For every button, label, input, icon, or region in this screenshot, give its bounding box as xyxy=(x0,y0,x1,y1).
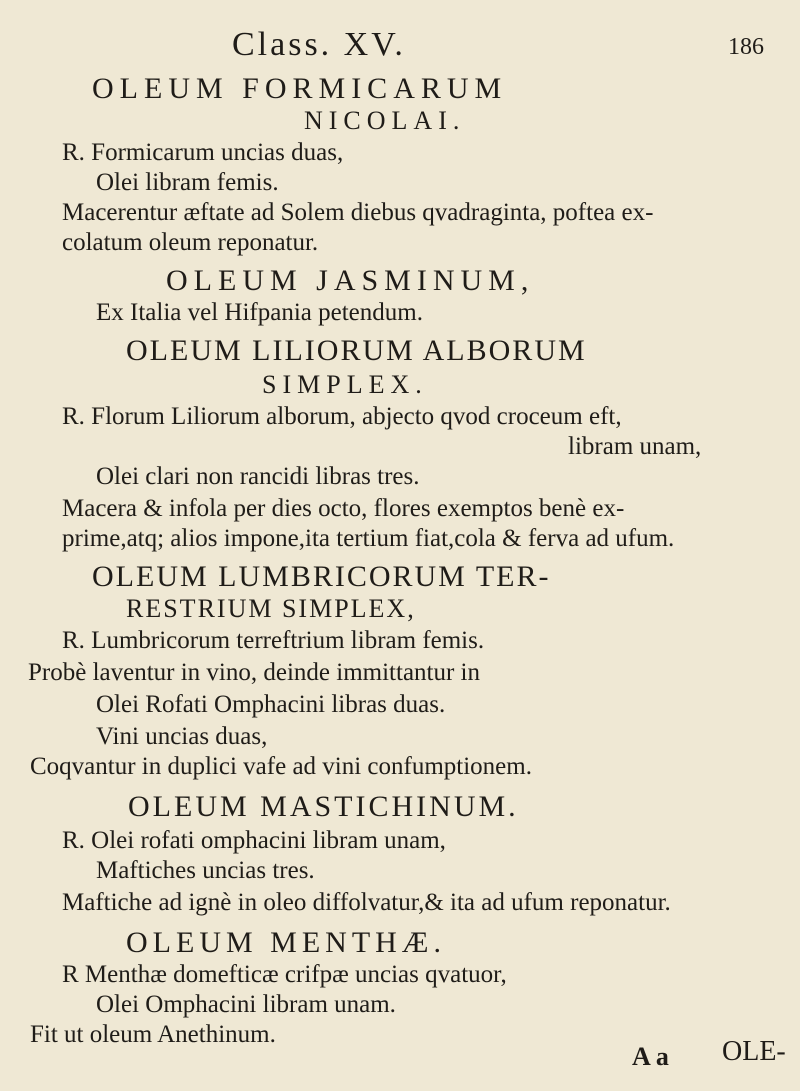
section-subtitle: SIMPLEX. xyxy=(262,370,428,399)
text-line: Maftiches uncias tres. xyxy=(96,857,315,884)
text-line: Coqvantur in duplici vafe ad vini confumptionem. xyxy=(30,753,532,780)
text-line: R. Formicarum uncias duas, xyxy=(62,139,344,166)
text-line: colatum oleum reponatur. xyxy=(62,229,319,256)
section-title: OLEUM JASMINUM, xyxy=(166,264,535,297)
section-title: OLEUM FORMICARUM xyxy=(92,72,508,105)
section-title: OLEUM LILIORUM ALBORUM xyxy=(126,334,587,367)
text-line: Vini uncias duas, xyxy=(96,723,268,750)
signature-mark: A a xyxy=(632,1042,669,1071)
section-subtitle: NICOLAI. xyxy=(304,106,466,135)
text-line: Probè laventur in vino, deinde immittantur in xyxy=(28,659,481,686)
text-line: Ex Italia vel Hifpania petendum. xyxy=(96,299,423,326)
text-line: R. Lumbricorum terreftrium libram femis. xyxy=(62,627,485,654)
running-header xyxy=(0,26,800,66)
text-line: libram unam, xyxy=(568,433,702,460)
text-line: Olei Omphacini libram unam. xyxy=(96,991,396,1018)
text-line: Olei clari non rancidi libras tres. xyxy=(96,463,420,490)
catchword: OLE- xyxy=(722,1036,786,1067)
text-line: Maftiche ad ignè in oleo diffolvatur,& ita ad ufum reponatur. xyxy=(62,889,671,916)
text-line: Macera & infola per dies octo, flores exemptos benè ex- xyxy=(62,495,625,522)
text-line: prime,atq; alios impone,ita tertium fiat,cola & ferva ad ufum. xyxy=(62,525,675,552)
section-title: OLEUM MENTHÆ. xyxy=(126,926,446,959)
section-title: OLEUM LUMBRICORUM TER- xyxy=(92,560,551,593)
section-title: OLEUM MASTICHINUM. xyxy=(128,790,519,823)
text-line: Macerentur æftate ad Solem diebus qvadraginta, poftea ex- xyxy=(62,199,654,226)
text-line: Olei libram femis. xyxy=(96,169,279,196)
text-line: Fit ut oleum Anethinum. xyxy=(30,1021,276,1048)
text-line: R. Florum Liliorum alborum, abjecto qvod croceum eft, xyxy=(62,403,622,430)
text-line: R. Olei rofati omphacini libram unam, xyxy=(62,827,446,854)
section-subtitle: RESTRIUM SIMPLEX, xyxy=(126,594,416,623)
running-title: Class. XV. xyxy=(232,26,406,63)
text-line: R Menthæ domefticæ crifpæ uncias qvatuor, xyxy=(62,961,507,988)
page-number: 186 xyxy=(728,34,764,60)
text-line: Olei Rofati Omphacini libras duas. xyxy=(96,691,446,718)
